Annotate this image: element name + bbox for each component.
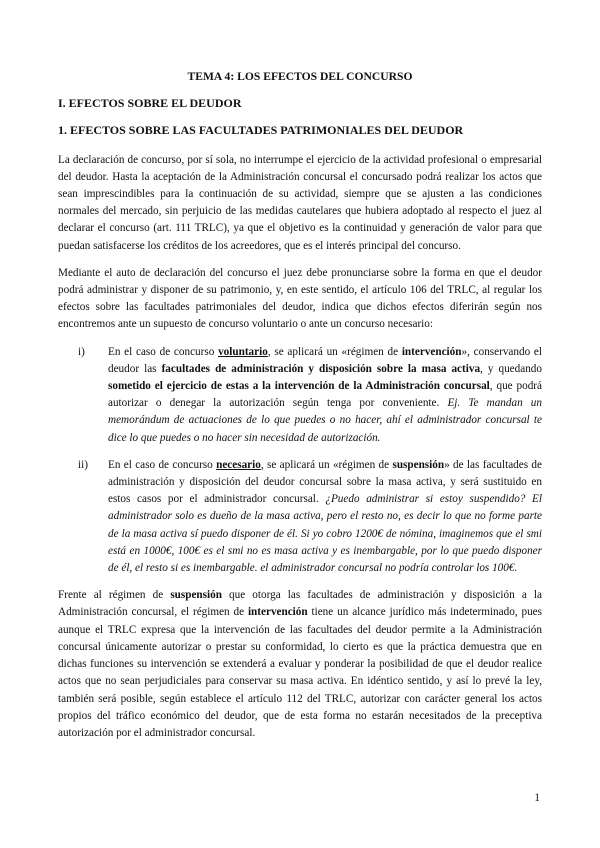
paragraph-2: Mediante el auto de declaración del concurso el juez debe pronunciarse sobre la forma en que el deudor podrá administrar y disponer de su patrimonio, y, en este sentido, el artículo 106 del TRLC, al regular los efectos sobre las facultades patrimoniales del deudor, indica que dichos efectos diferirán según nos encontremos ante un supuesto de concurso voluntario o ante un concurso necesario: xyxy=(58,266,542,331)
list-item xyxy=(58,457,542,577)
list-item-number: i) xyxy=(78,345,85,358)
list-item-text: En el caso de concurso voluntario, se aplicará un «régimen de intervención», conservando el deudor las facultades de administración y disposición sobre la masa activa, y quedando sometido el ejercicio de estas a la intervención de la Administración concursal, que podrá autorizar o denegar la autorización según tenga por conveniente. Ej. Te mandan un memorándum de actuaciones de lo que puedes o no hacer, ahí el administrador concursal te dice lo que puedes o no hacer sin necesidad de autorización. xyxy=(108,345,543,444)
paragraph-1: La declaración de concurso, por sí sola, no interrumpe el ejercicio de la actividad profesional o empresarial del deudor. Hasta la aceptación de la Administración concursal el concursado podrá realizar los actos que sean imprescindibles para la continuación de su actividad, siempre que se ajusten a las condiciones normales del mercado, sin perjuicio de las medidas cautelares que hubiera adoptado al respecto el juez al declarar el concurso (art. 111 TRLC), ya que el objetivo es la continuidad y generación de valor para que puedan satisfacerse los créditos de los acreedores, que es el interés principal del concurso. xyxy=(58,153,542,252)
list-item-text: En el caso de concurso necesario, se aplicará un «régimen de suspensión» de las facultades de administración y disposición del deudor concursal sobre la masa activa, y será sustituido en estos casos por el administrador concursal. ¿Puedo administrar si estoy suspendido? El administrador solo es dueño de la masa activa, pero el resto no, es decir lo que no forme parte de la masa activa sí puedo disponer de él. Si yo cobro 1200€ de nómina, imaginemos que el smi está en 1000€, 100€ es el smi no es masa activa y es inembargable, por lo que puedo disponer de él, el resto si es inembargable. el administrador concursal no podría controlar los 100€. xyxy=(108,458,542,575)
page-number: 1 xyxy=(534,792,540,804)
list-item xyxy=(58,344,542,447)
list-item-number: ii) xyxy=(78,458,88,471)
paragraph-3: Frente al régimen de suspensión que otorga las facultades de administración y disposición a la Administración concursal, el régimen de intervención tiene un alcance jurídico más indeterminado, pues aunque el TRLC expresa que la intervención de las facultades del deudor permite a la Administración concursal únicamente autorizar o prestar su conformidad, lo cierto es que la práctica demuestra que en dichas funciones su intervención se extenderá a evaluar y ponderar la posibilidad de que el deudor realice actos que no sean perjudiciales para conservar su masa activa. En idéntico sentido, y así lo prevé la ley, también será posible, según establece el artículo 112 del TRLC, autorizar con carácter general los actos propios del tráfico económico del deudor, que de esta forma no estarán necesitados de la preceptiva autorización por el administrador concursal. xyxy=(58,589,542,739)
page-title: TEMA 4: LOS EFECTOS DEL CONCURSO xyxy=(187,70,413,83)
regime-list xyxy=(58,344,542,578)
section-heading: I. EFECTOS SOBRE EL DEUDOR xyxy=(58,96,242,111)
subsection-heading: 1. EFECTOS SOBRE LAS FACULTADES PATRIMONIALES DEL DEUDOR xyxy=(58,123,464,138)
